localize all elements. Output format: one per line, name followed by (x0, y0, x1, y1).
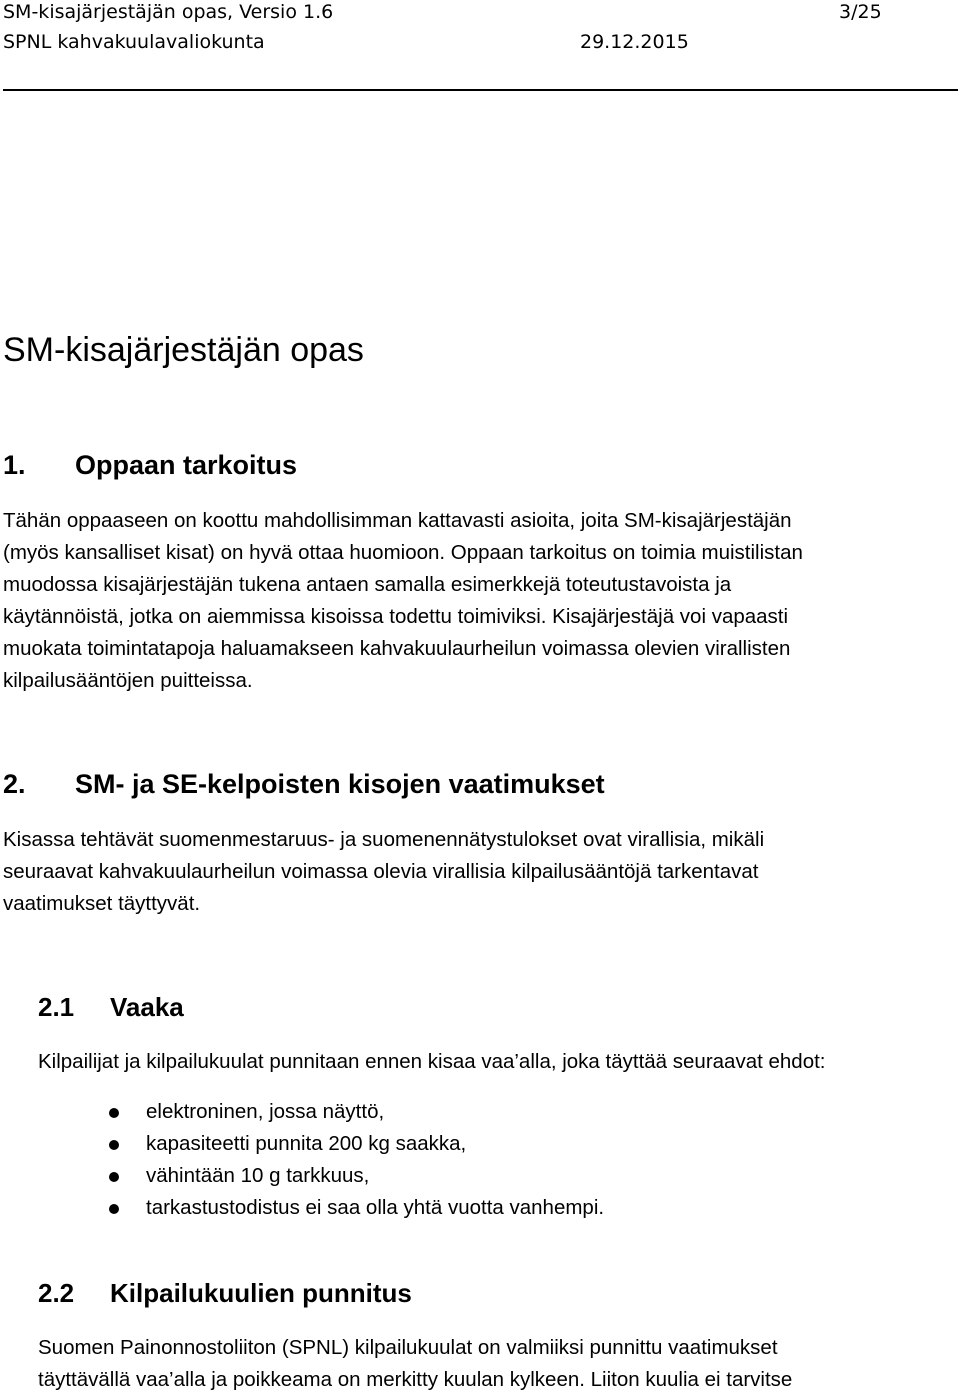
list-item-text: kapasiteetti punnita 200 kg saakka, (146, 1132, 467, 1155)
section-2-1-number: 2.1 (38, 992, 75, 1022)
paragraph-line: Kilpailijat ja kilpailukuulat punnitaan ennen kisaa vaa’alla, joka täyttää seuraavat ehdot: (38, 1050, 826, 1073)
section-1-heading (3, 448, 297, 482)
section-2-2-number: 2.2 (38, 1278, 75, 1308)
section-1-paragraph (3, 505, 803, 697)
paragraph-line: seuraavat kahvakuulaurheilun voimassa olevia virallisia kilpailusääntöjä tarkentavat (3, 860, 759, 883)
paragraph-line: muokata toimintatapoja haluamakseen kahvakuulaurheilun voimassa olevien virallisten (3, 637, 791, 660)
paragraph-line: käytännöistä, jotka on aiemmissa kisoissa todettu toimiviksi. Kisajärjestäjä voi vapaasti (3, 605, 789, 628)
bullet-icon (109, 1172, 119, 1182)
list-item-text: vähintään 10 g tarkkuus, (146, 1164, 370, 1187)
paragraph-line: (myös kansalliset kisat) on hyvä ottaa huomioon. Oppaan tarkoitus on toimia muistilistan (3, 541, 803, 564)
paragraph-line: Suomen Painonnostoliiton (SPNL) kilpailukuulat on valmiiksi punnittu vaatimukset (38, 1336, 778, 1359)
header-title-version: SM-kisajärjestäjän opas, Versio 1.6 (3, 1, 334, 23)
header-date: 29.12.2015 (580, 31, 689, 53)
paragraph-line: muodossa kisajärjestäjän tukena antaen samalla esimerkkejä toteutustavoista ja (3, 573, 732, 596)
paragraph-line: Kisassa tehtävät suomenmestaruus- ja suomenennätystulokset ovat virallisia, mikäli (3, 828, 765, 851)
section-2-number: 2. (3, 769, 26, 799)
list-item-text: elektroninen, jossa näyttö, (146, 1100, 385, 1123)
header-page-number: 3/25 (839, 1, 882, 23)
section-2-1-heading (38, 990, 184, 1024)
paragraph-line: vaatimukset täyttyvät. (3, 892, 201, 915)
header-divider (3, 89, 958, 91)
paragraph-line: täyttävällä vaa’alla ja poikkeama on merkitty kuulan kylkeen. Liiton kuulia ei tarvitse (38, 1368, 793, 1391)
section-2-1-title: Vaaka (110, 992, 184, 1022)
page-header (3, 0, 958, 92)
bullet-icon (109, 1140, 119, 1150)
section-1-number: 1. (3, 450, 26, 480)
paragraph-line: Tähän oppaaseen on koottu mahdollisimman kattavasti asioita, joita SM-kisajärjestäjän (3, 509, 792, 532)
paragraph-line: kilpailusääntöjen puitteissa. (3, 669, 253, 692)
section-2-title: SM- ja SE-kelpoisten kisojen vaatimukset (75, 769, 605, 799)
section-2-heading (3, 767, 605, 801)
section-2-2-heading (38, 1276, 412, 1310)
bullet-icon (109, 1108, 119, 1118)
document-title: SM-kisajärjestäjän opas (3, 331, 364, 369)
list-item-text: tarkastustodistus ei saa olla yhtä vuotta vanhempi. (146, 1196, 605, 1219)
section-1-title: Oppaan tarkoitus (75, 450, 298, 480)
section-2-2-paragraph (38, 1332, 792, 1396)
section-2-1-intro (38, 1046, 826, 1078)
section-2-paragraph (3, 824, 764, 920)
section-2-2-title: Kilpailukuulien punnitus (110, 1278, 412, 1308)
bullet-icon (109, 1204, 119, 1214)
header-committee: SPNL kahvakuulavaliokunta (3, 31, 265, 53)
